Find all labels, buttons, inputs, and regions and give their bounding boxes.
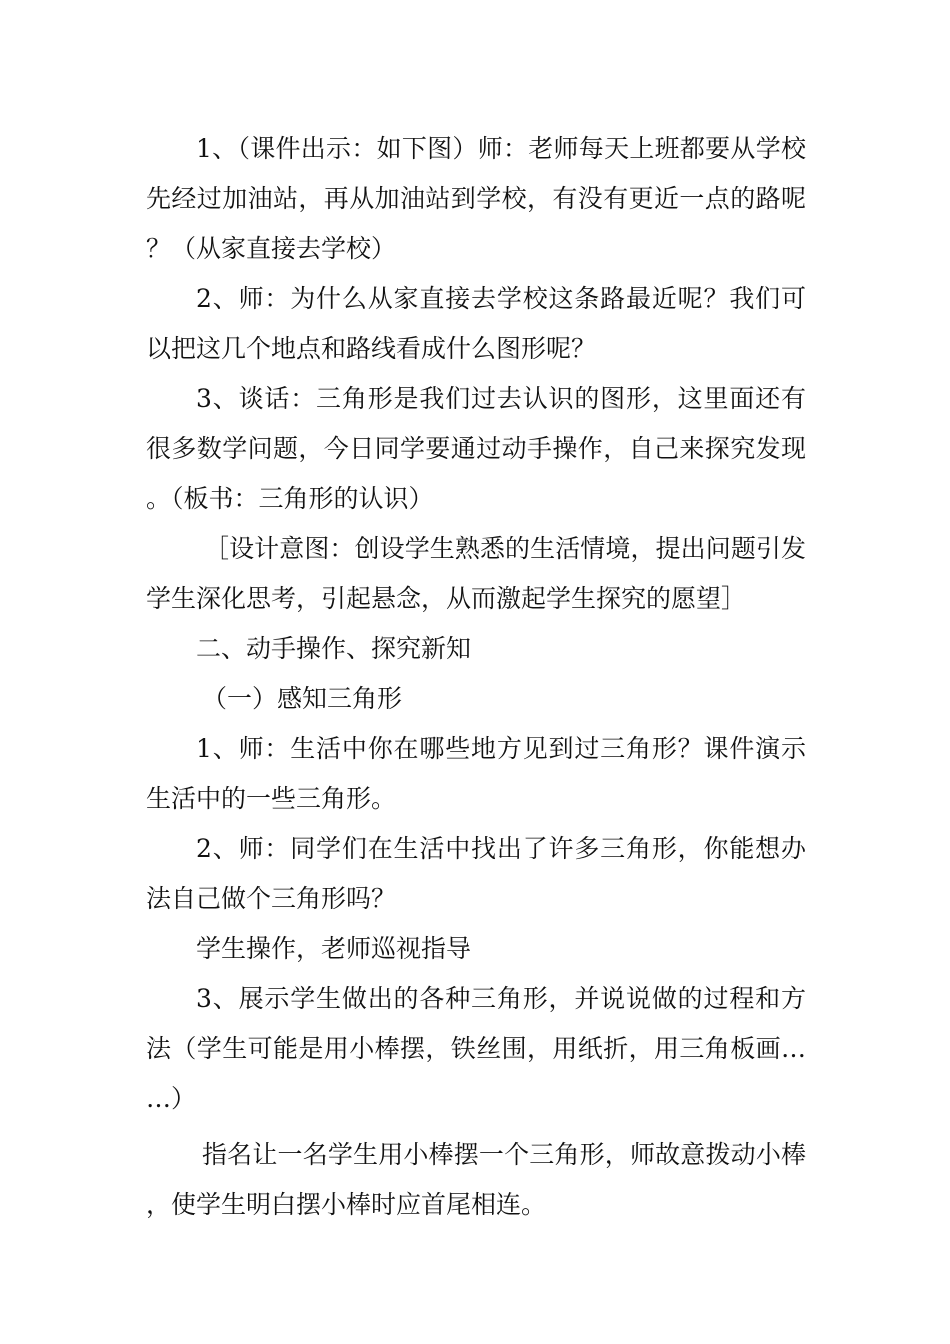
paragraph-5: 2、师：同学们在生活中找出了许多三角形，你能想办法自己做个三角形吗？: [146, 834, 806, 913]
paragraph-8: 指名让一名学生用小棒摆一个三角形，师故意拨动小棒，使学生明白摆小棒时应首尾相连。: [146, 1140, 806, 1219]
paragraph-2: 2、师：为什么从家直接去学校这条路最近呢？我们可以把这几个地点和路线看成什么图形呢？: [146, 284, 806, 363]
design-intent-note: ［设计意图：创设学生熟悉的生活情境，提出问题引发学生深化思考，引起悬念，从而激起学生探究的愿望］: [146, 534, 806, 613]
paragraph-7: 3、展示学生做出的各种三角形，并说说做的过程和方法（学生可能是用小棒摆，铁丝围，用纸折，用三角板画……）: [146, 984, 806, 1113]
subsection-heading: （一）感知三角形: [202, 684, 403, 713]
paragraph-6: 学生操作，老师巡视指导: [196, 934, 472, 963]
paragraph-1: 1、（课件出示：如下图）师：老师每天上班都要从学校先经过加油站，再从加油站到学校，有没有更近一点的路呢？（从家直接去学校）: [146, 134, 806, 263]
paragraph-4: 1、师：生活中你在哪些地方见到过三角形？课件演示生活中的一些三角形。: [146, 734, 806, 813]
document-body: [146, 124, 806, 1230]
section-heading: 二、动手操作、探究新知: [196, 634, 472, 663]
paragraph-3: 3、谈话：三角形是我们过去认识的图形，这里面还有很多数学问题，今日同学要通过动手操作，自己来探究发现。（板书：三角形的认识）: [146, 384, 806, 513]
